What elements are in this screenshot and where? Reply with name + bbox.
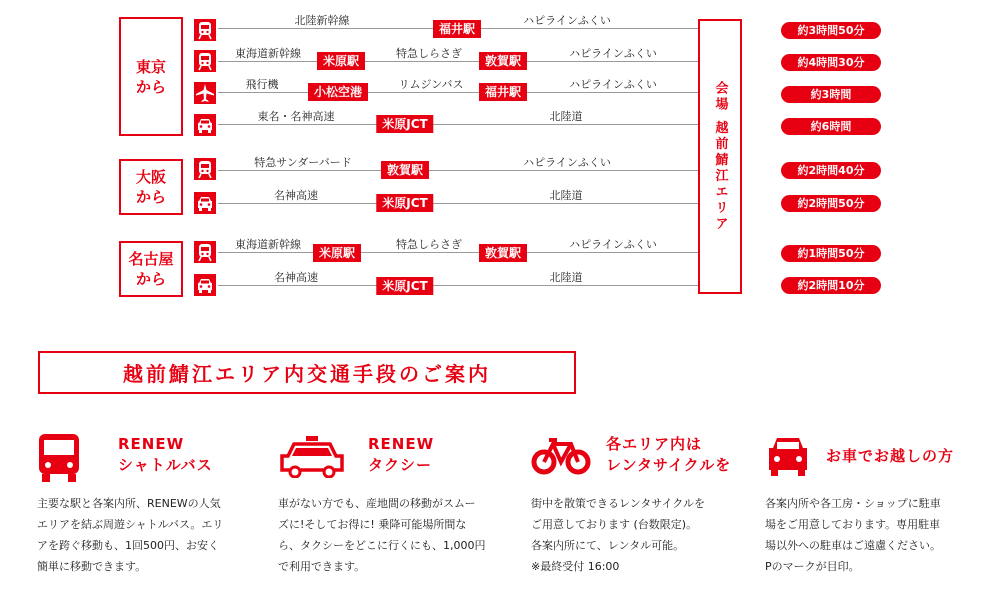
car-icon — [765, 434, 811, 478]
route-label: 東名・名神高速 — [257, 110, 335, 123]
station-badge: 米原駅 — [317, 52, 365, 70]
service-text-bicycle: 街中を散策できるレンタサイクルを ご用意しております (台数限定)。 各案内所にて、レンタル可能。 ※最終受付 16:00 — [531, 497, 705, 573]
station-badge: 小松空港 — [308, 83, 368, 101]
service-text-taxi: 車がない方でも、産地間の移動がスムー ズに!そしてお得に! 乗降可能場所間な ら、タクシーをどこに行くにも、1,000円 で利用できます。 — [278, 497, 486, 573]
route-label: 東海道新幹線 — [235, 47, 301, 60]
travel-time-badge: 約3時間50分 — [781, 22, 881, 39]
route-line — [218, 285, 698, 286]
travel-time-badge: 約3時間 — [781, 86, 881, 103]
route-label: 特急しらさぎ — [396, 47, 462, 60]
route-line — [218, 61, 698, 62]
route-label: 名神高速 — [274, 189, 318, 202]
route-label: 飛行機 — [245, 78, 279, 91]
route-label: ハピラインふくい — [523, 14, 611, 27]
bicycle-icon — [531, 436, 591, 476]
service-text-bus: 主要な駅と各案内所、RENEWの人気 エリアを結ぶ周遊シャトルバス。エリ アを跨ぐ移動も、1回500円、お安く 簡単に移動できます。 — [37, 497, 224, 573]
route-label: リムジンバス — [398, 78, 464, 91]
service-title-taxi: RENEW タクシー — [368, 435, 435, 474]
travel-time-badge: 約4時間30分 — [781, 54, 881, 71]
route-line — [218, 203, 698, 204]
route-label: 北陸新幹線 — [294, 14, 350, 27]
route-label: ハピラインふくい — [569, 47, 657, 60]
station-badge: 米原JCT — [376, 115, 433, 133]
service-title-car: お車でお越しの方 — [826, 447, 955, 465]
plane-icon — [194, 82, 216, 104]
station-badge: 福井駅 — [479, 83, 527, 101]
route-label: 名神高速 — [274, 271, 318, 284]
route-line — [218, 170, 698, 171]
origin-osaka: 大阪 から — [119, 159, 183, 215]
station-badge: 米原JCT — [376, 277, 433, 295]
taxi-icon — [278, 434, 346, 478]
service-text-car: 各案内所や各工房・ショップに駐車 場をご用意しております。専用駐車 場以外への駐車はご遠慮ください。 Pのマークが目印。 — [765, 497, 941, 573]
train-icon — [194, 50, 216, 72]
station-badge: 敦賀駅 — [479, 244, 527, 262]
train-icon — [194, 19, 216, 41]
venue-box: 会場 越前鯖江エリア — [698, 19, 742, 294]
route-label: 北陸道 — [549, 189, 583, 202]
origin-nagoya: 名古屋 から — [119, 241, 183, 297]
bus-icon — [37, 432, 81, 484]
route-line — [218, 124, 698, 125]
car-icon — [194, 114, 216, 136]
station-badge: 敦賀駅 — [479, 52, 527, 70]
route-label: 北陸道 — [549, 271, 583, 284]
car-icon — [194, 274, 216, 296]
travel-time-badge: 約2時間40分 — [781, 162, 881, 179]
station-badge: 福井駅 — [433, 20, 481, 38]
route-label: 特急しらさぎ — [396, 238, 462, 251]
travel-time-badge: 約1時間50分 — [781, 245, 881, 262]
travel-time-badge: 約6時間 — [781, 118, 881, 135]
train-icon — [194, 158, 216, 180]
route-label: 東海道新幹線 — [235, 238, 301, 251]
route-label: 北陸道 — [549, 110, 583, 123]
service-title-bus: RENEW シャトルバス — [118, 435, 213, 474]
travel-time-badge: 約2時間10分 — [781, 277, 881, 294]
route-label: ハピラインふくい — [523, 156, 611, 169]
route-line — [218, 92, 698, 93]
train-icon — [194, 241, 216, 263]
station-badge: 米原JCT — [376, 194, 433, 212]
route-label: ハピラインふくい — [569, 78, 657, 91]
station-badge: 敦賀駅 — [381, 161, 429, 179]
car-icon — [194, 192, 216, 214]
service-title-bicycle: 各エリア内は レンタサイクルを — [606, 435, 732, 474]
travel-time-badge: 約2時間50分 — [781, 195, 881, 212]
station-badge: 米原駅 — [313, 244, 361, 262]
origin-tokyo: 東京 から — [119, 17, 183, 136]
section-title: 越前鯖江エリア内交通手段のご案内 — [38, 351, 576, 394]
route-label: ハピラインふくい — [569, 238, 657, 251]
route-line — [218, 252, 698, 253]
route-label: 特急サンダーバード — [254, 156, 352, 169]
